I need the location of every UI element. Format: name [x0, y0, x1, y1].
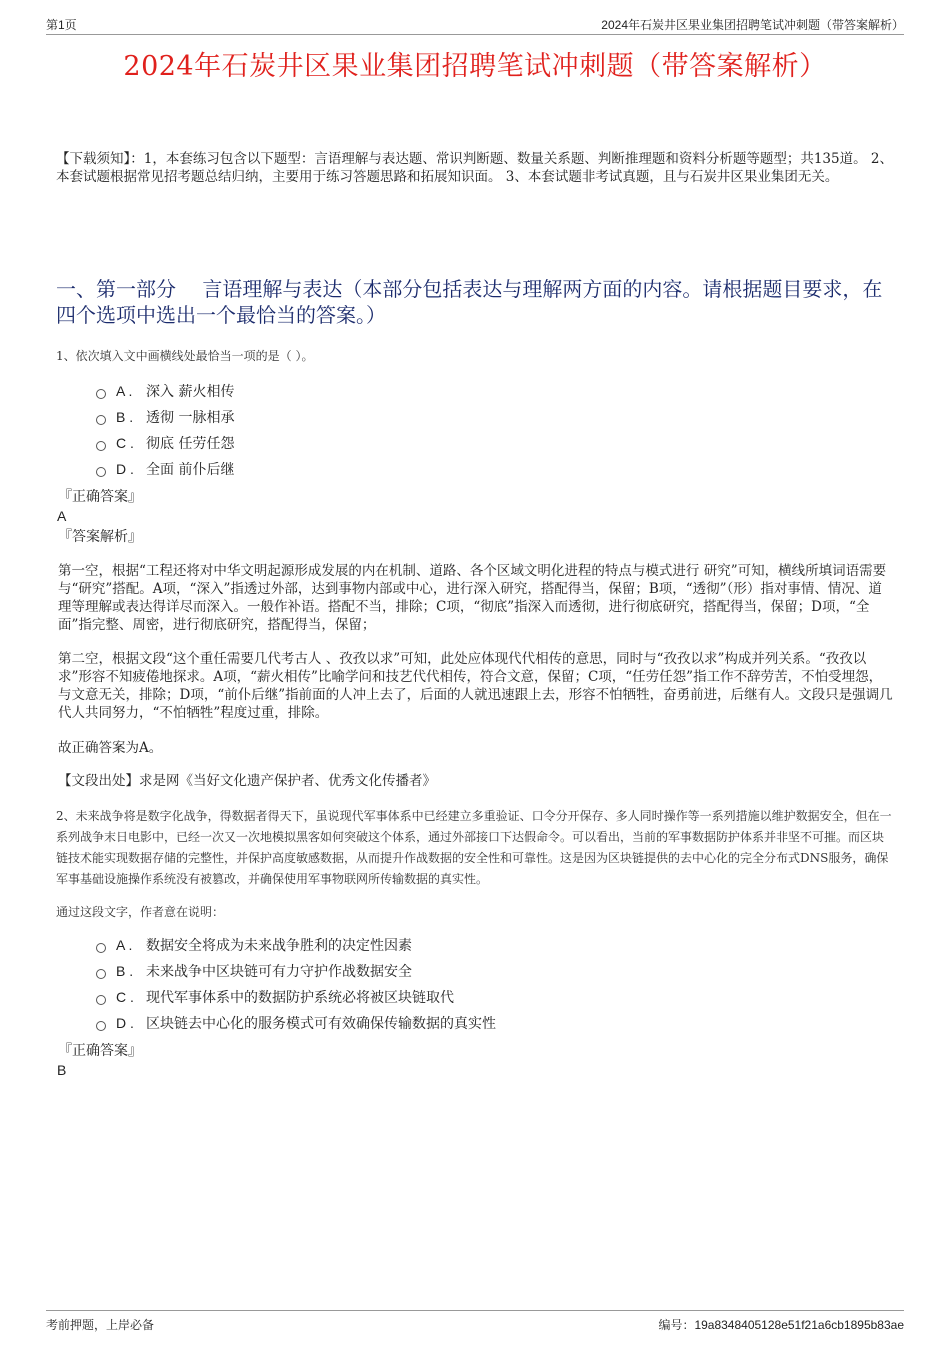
question-1-analysis-paragraph-1: 第一空，根据“工程还将对中华文明起源形成发展的内在机制、道路、各个区域文明化进程的特点与模式进行 研究”可知，横线所填词语需要与“研究”搭配。A项，“深入”指透过外部，达到事物内部或中心，进行深入研究，搭配得当，保留；B项，“透彻”（形）指对事情、情况、道理等理解或表达得详尽而深入。一般作补语。搭配不当，排除；C项，“彻底”指深入而透彻，进行彻底研究，搭配得当，保留；D项，“全面”指完整、周密，进行彻底研究，搭配得当，保留； — [58, 563, 887, 633]
option-letter: D . — [116, 461, 134, 477]
radio-icon[interactable] — [96, 995, 106, 1005]
radio-icon[interactable] — [96, 389, 106, 399]
option-letter: C . — [116, 435, 134, 451]
question-1-answer: A — [57, 508, 67, 524]
question-2-option-a[interactable] — [96, 932, 890, 958]
option-text: 深入 薪火相传 — [146, 384, 235, 400]
footer-slogan: 考前押题，上岸必备 — [46, 1318, 155, 1332]
radio-icon[interactable] — [96, 441, 106, 451]
question-1-analysis-paragraph-2: 第二空，根据文段“这个重任需要几代考古人 、孜孜以求”可知，此处应体现代代相传的意思，同时与“孜孜以求”构成并列关系。“孜孜以求”形容不知疲倦地探求。A项，“薪火相传”比喻学问和技艺代代相传，符合文意，保留；C项，“任劳任怨”指工作不辞劳苦，不怕受埋怨，与文意无关，排除；D项，“前仆后继”指前面的人冲上去了，后面的人就迅速跟上去，形容不怕牺牲，奋勇前进，后继有人。文段只是强调几代人共同努力，“不怕牺牲”程度过重，排除。 — [58, 651, 893, 721]
option-text: 未来战争中区块链可有力守护作战数据安全 — [146, 964, 412, 980]
question-1-option-b[interactable] — [96, 404, 890, 430]
question-2-answer-label: 『正确答案』 — [58, 1043, 142, 1059]
question-1-option-c[interactable] — [96, 430, 890, 456]
footer-document-id: 编号：19a8348405128e51f21a6cb1895b83ae — [658, 1318, 904, 1332]
option-letter: A . — [116, 937, 133, 953]
radio-icon[interactable] — [96, 415, 106, 425]
question-2-option-b[interactable] — [96, 958, 890, 984]
option-text: 数据安全将成为未来战争胜利的决定性因素 — [146, 938, 412, 954]
option-letter: A . — [116, 383, 133, 399]
option-text: 彻底 任劳任怨 — [146, 436, 235, 452]
option-text: 全面 前仆后继 — [146, 462, 235, 478]
question-1-option-a[interactable] — [96, 378, 890, 404]
question-2-prompt: 通过这段文字，作者意在说明： — [56, 905, 225, 919]
question-1-conclusion: 故正确答案为A。 — [58, 740, 163, 756]
question-1-analysis-label: 『答案解析』 — [58, 529, 142, 545]
radio-icon[interactable] — [96, 943, 106, 953]
option-text: 区块链去中心化的服务模式可有效确保传输数据的真实性 — [146, 1016, 496, 1032]
option-letter: B . — [116, 409, 134, 425]
page-number: 第1页 — [46, 18, 77, 32]
download-notice: 【下载须知】：1，本套练习包含以下题型：言语理解与表达题、常识判断题、数量关系题、判断推理题和资料分析题等题型；共135道。 2、本套试题根据常见招考题总结归纳，主要用于练习答题思路和拓展知识面。 3、本套试题非考试真题，且与石炭井区果业集团无关。 — [56, 151, 893, 185]
question-1-option-d[interactable] — [96, 456, 890, 482]
option-text: 透彻 一脉相承 — [146, 410, 235, 426]
question-1-answer-label: 『正确答案』 — [58, 489, 142, 505]
question-2-option-d[interactable] — [96, 1010, 890, 1036]
question-2-options — [96, 932, 890, 1036]
header-doc-title: 2024年石炭井区果业集团招聘笔试冲刺题（带答案解析） — [601, 18, 904, 32]
option-text: 现代军事体系中的数据防护系统必将被区块链取代 — [146, 990, 454, 1006]
radio-icon[interactable] — [96, 1021, 106, 1031]
page-header — [46, 14, 904, 35]
question-2-option-c[interactable] — [96, 984, 890, 1010]
option-letter: B . — [116, 963, 134, 979]
question-1-source: 【文段出处】求是网《当好文化遗产保护者、优秀文化传播者》 — [58, 773, 436, 789]
question-2-stem: 2、未来战争将是数字化战争，得数据者得天下，虽说现代军事体系中已经建立多重验证、口令分开保存、多人同时操作等一系列措施以维护数据安全，但在一系列战争末日电影中，已经一次又一次地模拟黑客如何突破这个体系，通过外部接口下达假命令。可以看出，当前的军事数据防护体系并非坚不可摧。而区块链技术能实现数据存储的完整性，并保护高度敏感数据，从而提升作战数据的安全性和可靠性。这是因为区块链提供的去中心化的完全分布式DNS服务，确保军事基础设施操作系统没有被篡改，并确保使用军事物联网所传输数据的真实性。 — [56, 809, 892, 886]
radio-icon[interactable] — [96, 969, 106, 979]
question-1-options — [96, 378, 890, 482]
radio-icon[interactable] — [96, 467, 106, 477]
page-footer — [46, 1310, 904, 1333]
question-2-answer: B — [57, 1062, 67, 1078]
question-1-stem: 1、依次填入文中画横线处最恰当一项的是（ ）。 — [56, 349, 314, 363]
section-heading: 一、第一部分 言语理解与表达（本部分包括表达与理解两方面的内容。请根据题目要求，在四个选项中选出一个最恰当的答案。） — [56, 277, 883, 327]
option-letter: C . — [116, 989, 134, 1005]
option-letter: D . — [116, 1015, 134, 1031]
document-title: 2024年石炭井区果业集团招聘笔试冲刺题（带答案解析） — [123, 51, 827, 82]
